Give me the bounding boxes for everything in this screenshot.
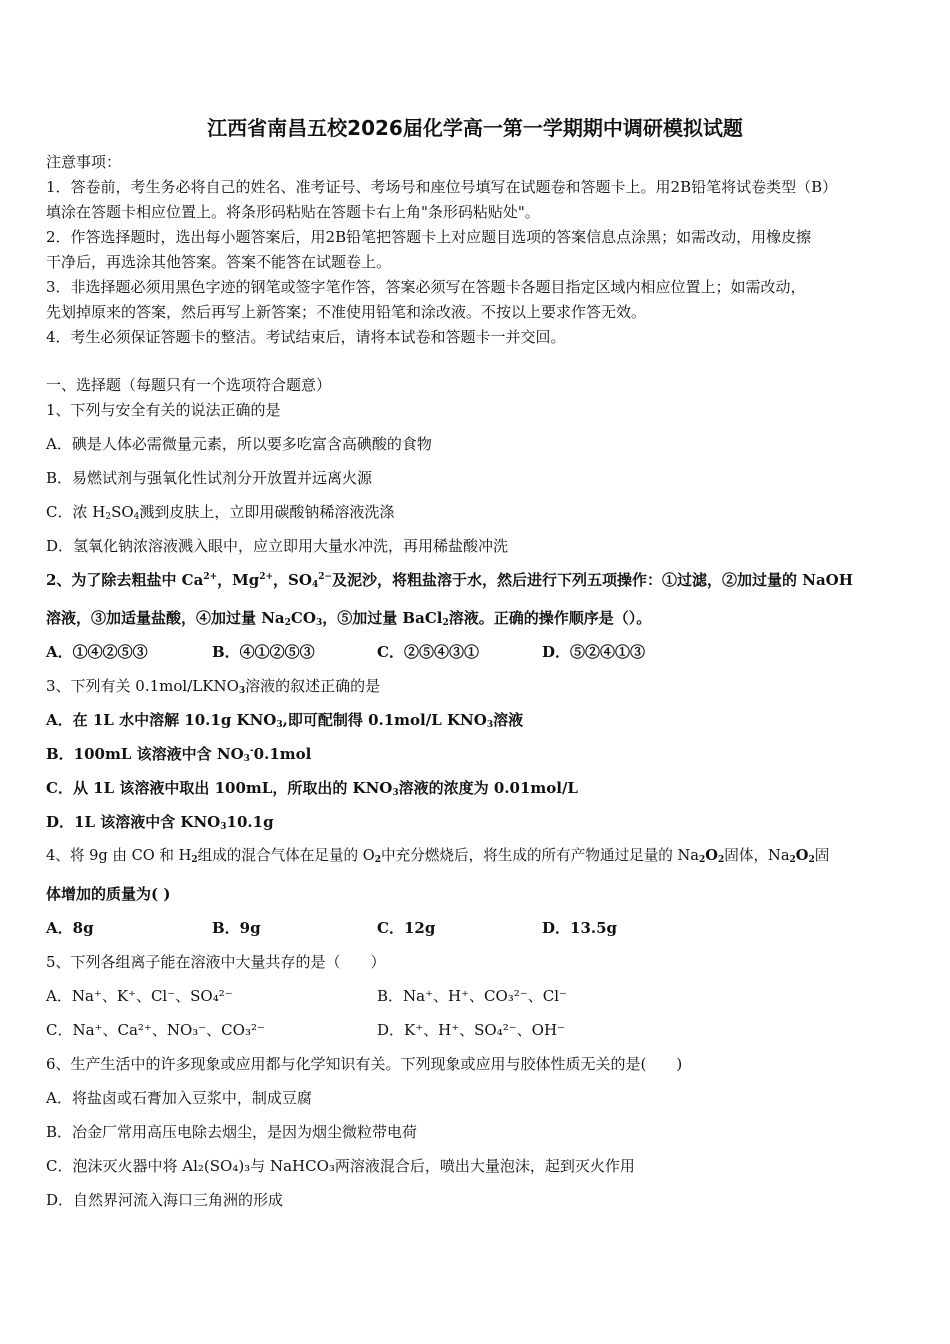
q1-stem: 1、下列与安全有关的说法正确的是 [46,401,281,419]
q4-l1-text-f: O [795,847,809,864]
q4-l1-text-g: 固 [814,847,830,864]
q3-b-text-2: 0.1mol [253,745,312,763]
q4-options [46,918,906,938]
q1-option-d: D．氢氧化钠浓溶液溅入眼中，应立即用大量水冲洗，再用稀盐酸冲洗 [46,537,509,555]
q2-l1-text-c: ，SO [273,571,312,589]
q2-option-d: D．⑤②④①③ [542,643,646,661]
section-heading: 一、选择题（每题只有一个选项符合题意） [46,376,332,394]
q2-l1-sup-b: 2+ [259,572,274,582]
q4-l1-sub-d: 2 [718,855,725,865]
q5-option-c: C．Na⁺、Ca²⁺、NO₃⁻、CO₃²⁻ [46,1021,265,1039]
q4-l1-text-e: 固体，Na [724,847,790,864]
q4-l1-sub-f: 2 [808,855,815,865]
notice-line-1: 1．答卷前，考生务必将自己的姓名、准考证号、考场号和座位号填写在试题卷和答题卡上。用2B铅笔将试卷类型（B） [46,178,838,196]
notice-heading: 注意事项： [46,153,122,171]
q4-l1-sub-b: 2 [374,855,382,865]
q4-l1-text-b: 组成的混合气体在足量的 O [197,847,375,864]
q2-option-c: C．②⑤④③① [377,643,479,661]
q3-b-sup: - [249,746,254,756]
q4-option-c: C．12g [377,919,436,937]
q2-l1-text-d: 及泥沙，将粗盐溶于水，然后进行下列五项操作：①过滤，②加过量的 NaOH [332,571,853,589]
q2-l2-sub-a: 2 [284,618,291,628]
q4-l1-text-a: 4、将 9g 由 CO 和 H [46,847,192,864]
q3-c-text-1: C．从 1L 该溶液中取出 100mL，所取出的 KNO [46,779,393,797]
q1-option-b: B．易燃试剂与强氧化性试剂分开放置并远离火源 [46,469,373,487]
q3-stem [46,676,380,696]
q2-stem-line-2 [46,608,651,628]
q3-option-d [46,812,274,832]
q3-a-text-3: 溶液 [493,711,524,729]
q2-l2-text-b: CO [290,609,316,627]
q3-a-sub-1: 3 [276,720,283,730]
notice-line-5: 3．非选择题必须用黑色字迹的钢笔或签字笔作答，答案必须写在答题卡各题目指定区域内相应位置上；如需改动， [46,278,806,296]
q2-option-b: B．④①②⑤③ [212,643,315,661]
q1-c-text-1: C．浓 H [46,503,106,521]
q2-l1-sub-c: 4 [311,580,319,590]
q6-option-a: A．将盐卤或石膏加入豆浆中，制成豆腐 [46,1089,312,1107]
notice-line-4: 干净后，再选涂其他答案。答案不能答在试题卷上。 [46,253,392,271]
q3-stem-sub: 3 [238,686,246,696]
q3-a-sub-2: 3 [486,720,494,730]
notice-line-7: 4．考生必须保证答题卡的整洁。考试结束后，请将本试卷和答题卡一并交回。 [46,328,566,346]
notice-line-2: 填涂在答题卡相应位置上。将条形码粘贴在答题卡右上角"条形码粘贴处"。 [46,203,540,221]
q4-option-d: D．13.5g [542,919,618,937]
q3-d-sub: 3 [220,822,227,832]
q4-option-b: B．9g [212,919,261,937]
q3-stem-text-1: 3、下列有关 0.1mol/LKNO [46,677,239,695]
q6-option-b: B．冶金厂常用高压电除去烟尘，是因为烟尘微粒带电荷 [46,1123,418,1141]
q1-option-a: A．碘是人体必需微量元素，所以要多吃富含高碘酸的食物 [46,435,432,453]
q1-c-text-2: SO [111,503,134,521]
notice-line-6: 先划掉原来的答案，然后再写上新答案；不准使用铅笔和涂改液。不按以上要求作答无效。 [46,303,647,321]
q2-l2-sub-c: 2 [442,618,449,628]
q4-stem-line-2: 体增加的质量为( ) [46,885,171,903]
q3-option-a [46,710,523,730]
q3-a-text-2: ,即可配制得 0.1mol/L KNO [282,711,487,729]
q3-b-sub: 3 [243,754,250,764]
q4-l1-text-c: 中充分燃烧后，将生成的所有产物通过足量的 Na [381,847,700,864]
q2-l2-text-c: ，⑤加过量 BaCl [322,609,443,627]
q2-l2-text-d: 溶液。正确的操作顺序是（）。 [448,609,652,627]
q4-option-a: A．8g [46,919,94,937]
q5-option-d: D．K⁺、H⁺、SO₄²⁻、OH⁻ [377,1021,565,1039]
q3-option-b [46,744,311,764]
q3-d-text-2: 10.1g [226,813,274,831]
q1-c-sub-2: 4 [133,512,140,522]
q3-c-sub: 3 [392,788,399,798]
q1-c-sub-1: 2 [105,512,112,522]
q5-option-a: A．Na⁺、K⁺、Cl⁻、SO₄²⁻ [46,987,233,1005]
q2-l2-text-a: 溶液，③加适量盐酸，④加过量 Na [46,609,285,627]
q5-options-row-2 [46,1020,906,1040]
q2-l1-text-b: ，Mg [217,571,260,589]
q5-options-row-1 [46,986,906,1006]
exam-title: 江西省南昌五校2026届化学高一第一学期期中调研模拟试题 [207,116,743,140]
q2-stem-line-1 [46,570,853,590]
q3-stem-text-2: 溶液的叙述正确的是 [245,677,381,695]
q6-option-d: D．自然界河流入海口三角洲的形成 [46,1191,284,1209]
q3-c-text-2: 溶液的浓度为 0.01mol/L [398,779,578,797]
q4-l1-text-d: O [705,847,718,864]
q3-d-text-1: D．1L 该溶液中含 KNO [46,813,221,831]
q5-option-b: B．Na⁺、H⁺、CO₃²⁻、Cl⁻ [377,987,567,1005]
q2-options [46,642,906,662]
q4-l1-sub-e: 2 [789,855,796,865]
q3-b-text-1: B．100mL 该溶液中含 NO [46,745,244,763]
q5-stem: 5、下列各组离子能在溶液中大量共存的是（ ） [46,953,386,971]
notice-line-3: 2．作答选择题时，选出每小题答案后，用2B铅笔把答题卡上对应题目选项的答案信息点涂黑；如需改动，用橡皮擦 [46,228,812,246]
q2-l1-text-a: 2、为了除去粗盐中 Ca [46,571,204,589]
q4-l1-sub-c: 2 [699,855,706,865]
q3-a-text-1: A．在 1L 水中溶解 10.1g KNO [46,711,277,729]
q4-stem-line-1 [46,846,829,866]
q2-l1-sup-c: 2− [318,572,333,582]
q6-stem: 6、生产生活中的许多现象或应用都与化学知识有关。下列现象或应用与胶体性质无关的是( ) [46,1055,683,1073]
q1-c-text-3: 溅到皮肤上，立即用碳酸钠稀溶液洗涤 [139,503,395,521]
q1-option-c [46,502,394,522]
q4-l1-sub-a: 2 [191,855,198,865]
q2-l2-sub-b: 3 [315,618,323,628]
q2-l1-sup-a: 2+ [203,572,218,582]
q2-option-a: A．①④②⑤③ [46,643,148,661]
q6-option-c: C．泡沫灭火器中将 Al₂(SO₄)₃与 NaHCO₃两溶液混合后，喷出大量泡沫，起到灭火作用 [46,1157,635,1175]
q3-option-c [46,778,578,798]
